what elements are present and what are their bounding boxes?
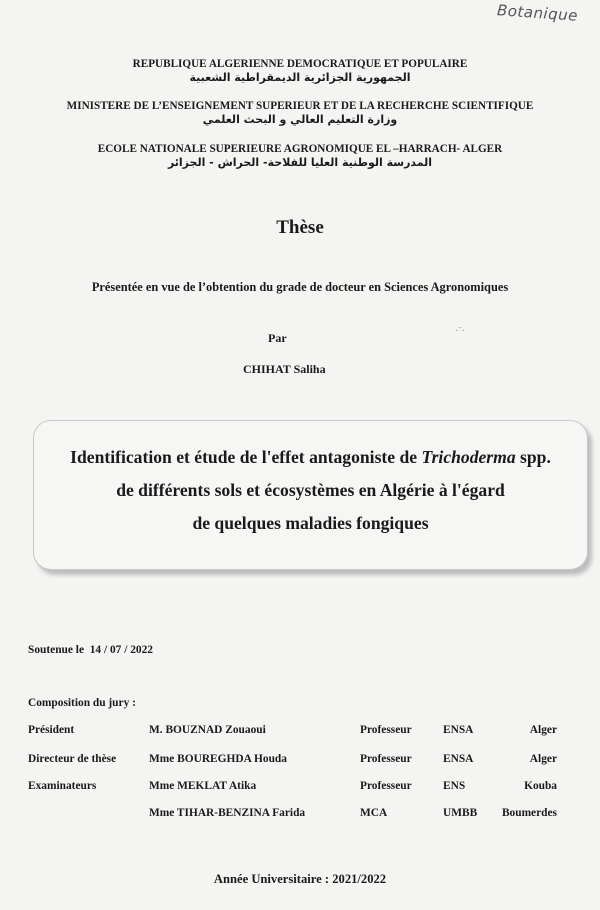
by-label: Par	[268, 331, 287, 345]
defense-date-line	[28, 644, 153, 656]
jury-grade: Professeur	[360, 780, 412, 792]
jury-heading: Composition du jury :	[28, 697, 136, 709]
thesis-title-line-1-post: spp.	[515, 447, 551, 467]
republic-name-ar: الجمهورية الجزائرية الديمقراطية الشعبية	[189, 71, 411, 84]
ministry-name-ar: وزارة التعليم العالي و البحث العلمي	[202, 113, 398, 126]
jury-row	[0, 807, 600, 825]
handwritten-note: Botanique	[496, 1, 579, 25]
school-name-fr: ECOLE NATIONALE SUPERIEURE AGRONOMIQUE EL –HARRACH- ALGER	[97, 143, 503, 155]
defense-label: Soutenue le	[28, 644, 85, 656]
scan-speck: ·ˉ·	[455, 326, 465, 337]
thesis-title-line-1-pre: Identification et étude de l'effet antagoniste de	[70, 447, 422, 467]
jury-institution: UMBB	[443, 807, 478, 819]
degree-purpose: Présentée en vue de l’obtention du grade de docteur en Sciences Agronomiques	[91, 280, 509, 294]
republic-name-fr: REPUBLIQUE ALGERIENNE DEMOCRATIQUE ET POPULAIRE	[132, 58, 468, 70]
thesis-title-line-2: de différents sols et écosystèmes en Algérie à l'égard	[116, 480, 505, 500]
jury-name: Mme BOUREGHDA Houda	[149, 753, 287, 765]
thesis-title-line-3: de quelques maladies fongiques	[192, 513, 429, 533]
jury-row	[0, 780, 600, 798]
jury-city: Kouba	[524, 780, 557, 792]
jury-city: Alger	[529, 753, 557, 765]
thesis-title-line-1	[34, 441, 587, 474]
ministry-name-fr: MINISTERE DE L’ENSEIGNEMENT SUPERIEUR ET DE LA RECHERCHE SCIENTIFIQUE	[66, 100, 534, 112]
jury-institution: ENS	[443, 780, 466, 792]
jury-row	[0, 724, 600, 742]
defense-date: 14 / 07 / 2022	[89, 644, 154, 656]
jury-role: Président	[28, 724, 75, 736]
academic-year: Année Universitaire : 2021/2022	[213, 872, 387, 886]
jury-role: Directeur de thèse	[28, 753, 117, 765]
jury-role: Examinateurs	[28, 780, 97, 792]
jury-grade: Professeur	[360, 724, 412, 736]
jury-city: Alger	[529, 724, 557, 736]
jury-institution: ENSA	[443, 753, 474, 765]
jury-name: Mme MEKLAT Atika	[149, 780, 257, 792]
school-name-ar: المدرسة الوطنية العليا للفلاحة- الحراش - الجزائر	[167, 156, 433, 169]
jury-name: M. BOUZNAD Zouaoui	[149, 724, 266, 736]
jury-grade: Professeur	[360, 753, 412, 765]
thesis-title-genus: Trichoderma	[421, 447, 516, 467]
jury-row	[0, 753, 600, 771]
thesis-title-box	[33, 420, 588, 570]
author-name: CHIHAT Saliha	[243, 362, 326, 376]
jury-name: Mme TIHAR-BENZINA Farida	[149, 807, 306, 819]
jury-city: Boumerdes	[501, 807, 557, 819]
jury-grade: MCA	[360, 807, 388, 819]
document-type-title: Thèse	[276, 217, 324, 238]
jury-institution: ENSA	[443, 724, 474, 736]
